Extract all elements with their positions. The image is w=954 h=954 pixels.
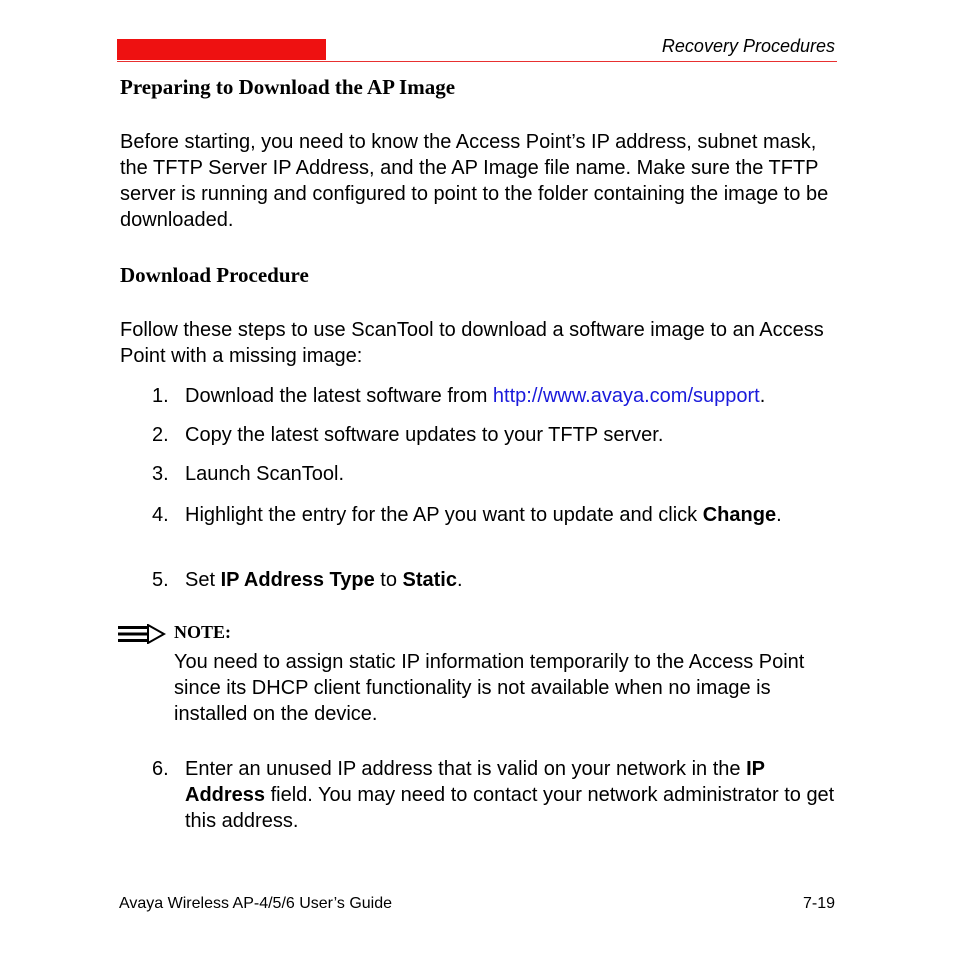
step-number: 2. [152, 424, 169, 446]
step-number: 1. [152, 385, 169, 407]
section-paragraph-download-intro: Follow these steps to use ScanTool to download a software image to an Access Point with a missing image: [120, 319, 824, 367]
step-1 [152, 383, 842, 409]
step-bold-ip-address-type: IP Address Type [220, 569, 375, 591]
step-text-end: field. You may need to contact your network administrator to get this address. [185, 784, 835, 832]
note-text: You need to assign static IP information temporarily to the Access Point since its DHCP client functionality is not available when no image is installed on the device. [174, 651, 805, 725]
step-6 [152, 756, 842, 834]
step-bold-ip-address: IP Address [185, 758, 765, 806]
step-4 [152, 502, 842, 528]
step-number: 5. [152, 569, 169, 591]
section-heading-download: Download Procedure [120, 263, 309, 287]
section-heading-preparing: Preparing to Download the AP Image [120, 75, 456, 99]
step-number: 3. [152, 463, 169, 485]
step-text-end: . [456, 569, 463, 591]
step-text: Copy the latest software updates to your TFTP server. [185, 424, 664, 446]
step-text-end: . [759, 385, 766, 407]
header-section-title: Recovery Procedures [661, 36, 835, 56]
note-arrow-icon [118, 624, 166, 644]
step-2 [152, 422, 842, 448]
support-link[interactable]: http://www.avaya.com/support [492, 385, 760, 407]
step-text-end: . [776, 504, 782, 526]
footer-guide-title: Avaya Wireless AP-4/5/6 User’s Guide [119, 895, 393, 912]
step-text: Download the latest software from [185, 385, 493, 407]
step-number: 6. [152, 758, 169, 780]
step-5 [152, 567, 842, 593]
note-label: NOTE: [174, 622, 232, 642]
step-text: Launch ScanTool. [185, 463, 345, 485]
step-number: 4. [152, 504, 169, 526]
step-bold-change: Change [702, 504, 777, 526]
footer-page-number: 7-19 [802, 895, 835, 912]
step-bold-static: Static [402, 569, 457, 591]
step-3 [152, 461, 842, 487]
step-text: Enter an unused IP address that is valid on your network in the [185, 758, 747, 780]
header-accent-bar [117, 39, 326, 60]
step-text: Highlight the entry for the AP you want to update and click [185, 504, 703, 526]
step-text-mid: to [374, 569, 403, 591]
header-rule [117, 61, 837, 62]
section-paragraph-preparing: Before starting, you need to know the Access Point’s IP address, subnet mask, the TFTP Server IP Address, and the AP Image file name. Make sure the TFTP server is running and configured to point to the folder containing the image to be downloaded. [120, 131, 829, 231]
step-text: Set [185, 569, 221, 591]
